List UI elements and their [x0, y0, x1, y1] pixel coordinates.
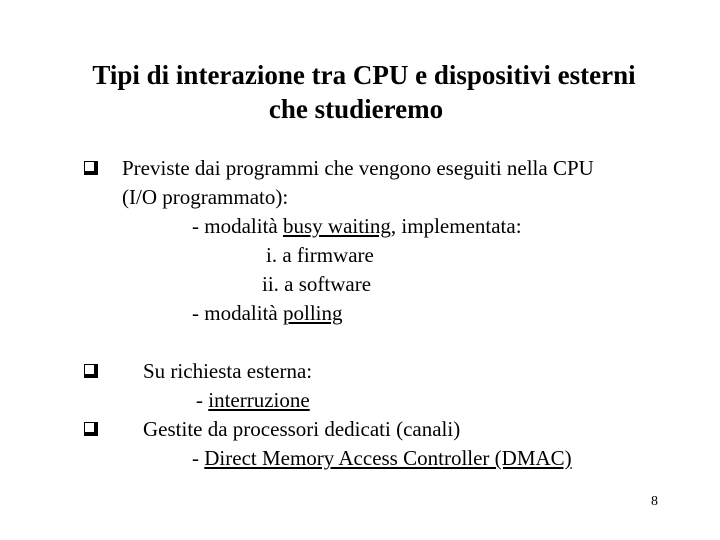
interruzione-line [196, 387, 310, 413]
polling-term: polling [282, 301, 343, 325]
bullet-3-line-1: Gestite da processori dedicati (canali) [143, 417, 461, 441]
slide-title-line-1: Tipi di interazione tra CPU e dispositivi esterni [92, 60, 636, 90]
interruzione-prefix: - [196, 388, 209, 412]
checkbox-bullet-icon [84, 161, 98, 175]
option-software: ii. a software [262, 272, 372, 296]
checkbox-bullet-icon [84, 364, 98, 378]
bullet-1-line-1: Previste dai programmi che vengono eseguiti nella CPU [122, 156, 594, 180]
busy-waiting-line [192, 213, 522, 239]
busy-waiting-prefix: - modalità [192, 214, 283, 238]
interruzione-term: interruzione [208, 388, 310, 412]
polling-prefix: - modalità [192, 301, 283, 325]
option-firmware: i. a firmware [266, 243, 374, 267]
bullet-1-line-2: (I/O programmato): [122, 185, 289, 209]
dmac-term: Direct Memory Access Controller (DMAC) [204, 446, 572, 470]
busy-waiting-term: busy waiting [282, 214, 391, 238]
dmac-line [192, 445, 572, 471]
busy-waiting-suffix: , implementata: [390, 214, 522, 238]
slide-title-line-2: che studieremo [268, 94, 444, 124]
slide-title [0, 58, 720, 126]
dmac-prefix: - [192, 446, 205, 470]
page-number: 8 [651, 494, 658, 509]
polling-line [192, 300, 343, 326]
checkbox-bullet-icon [84, 422, 98, 436]
bullet-2-line-1: Su richiesta esterna: [143, 359, 313, 383]
